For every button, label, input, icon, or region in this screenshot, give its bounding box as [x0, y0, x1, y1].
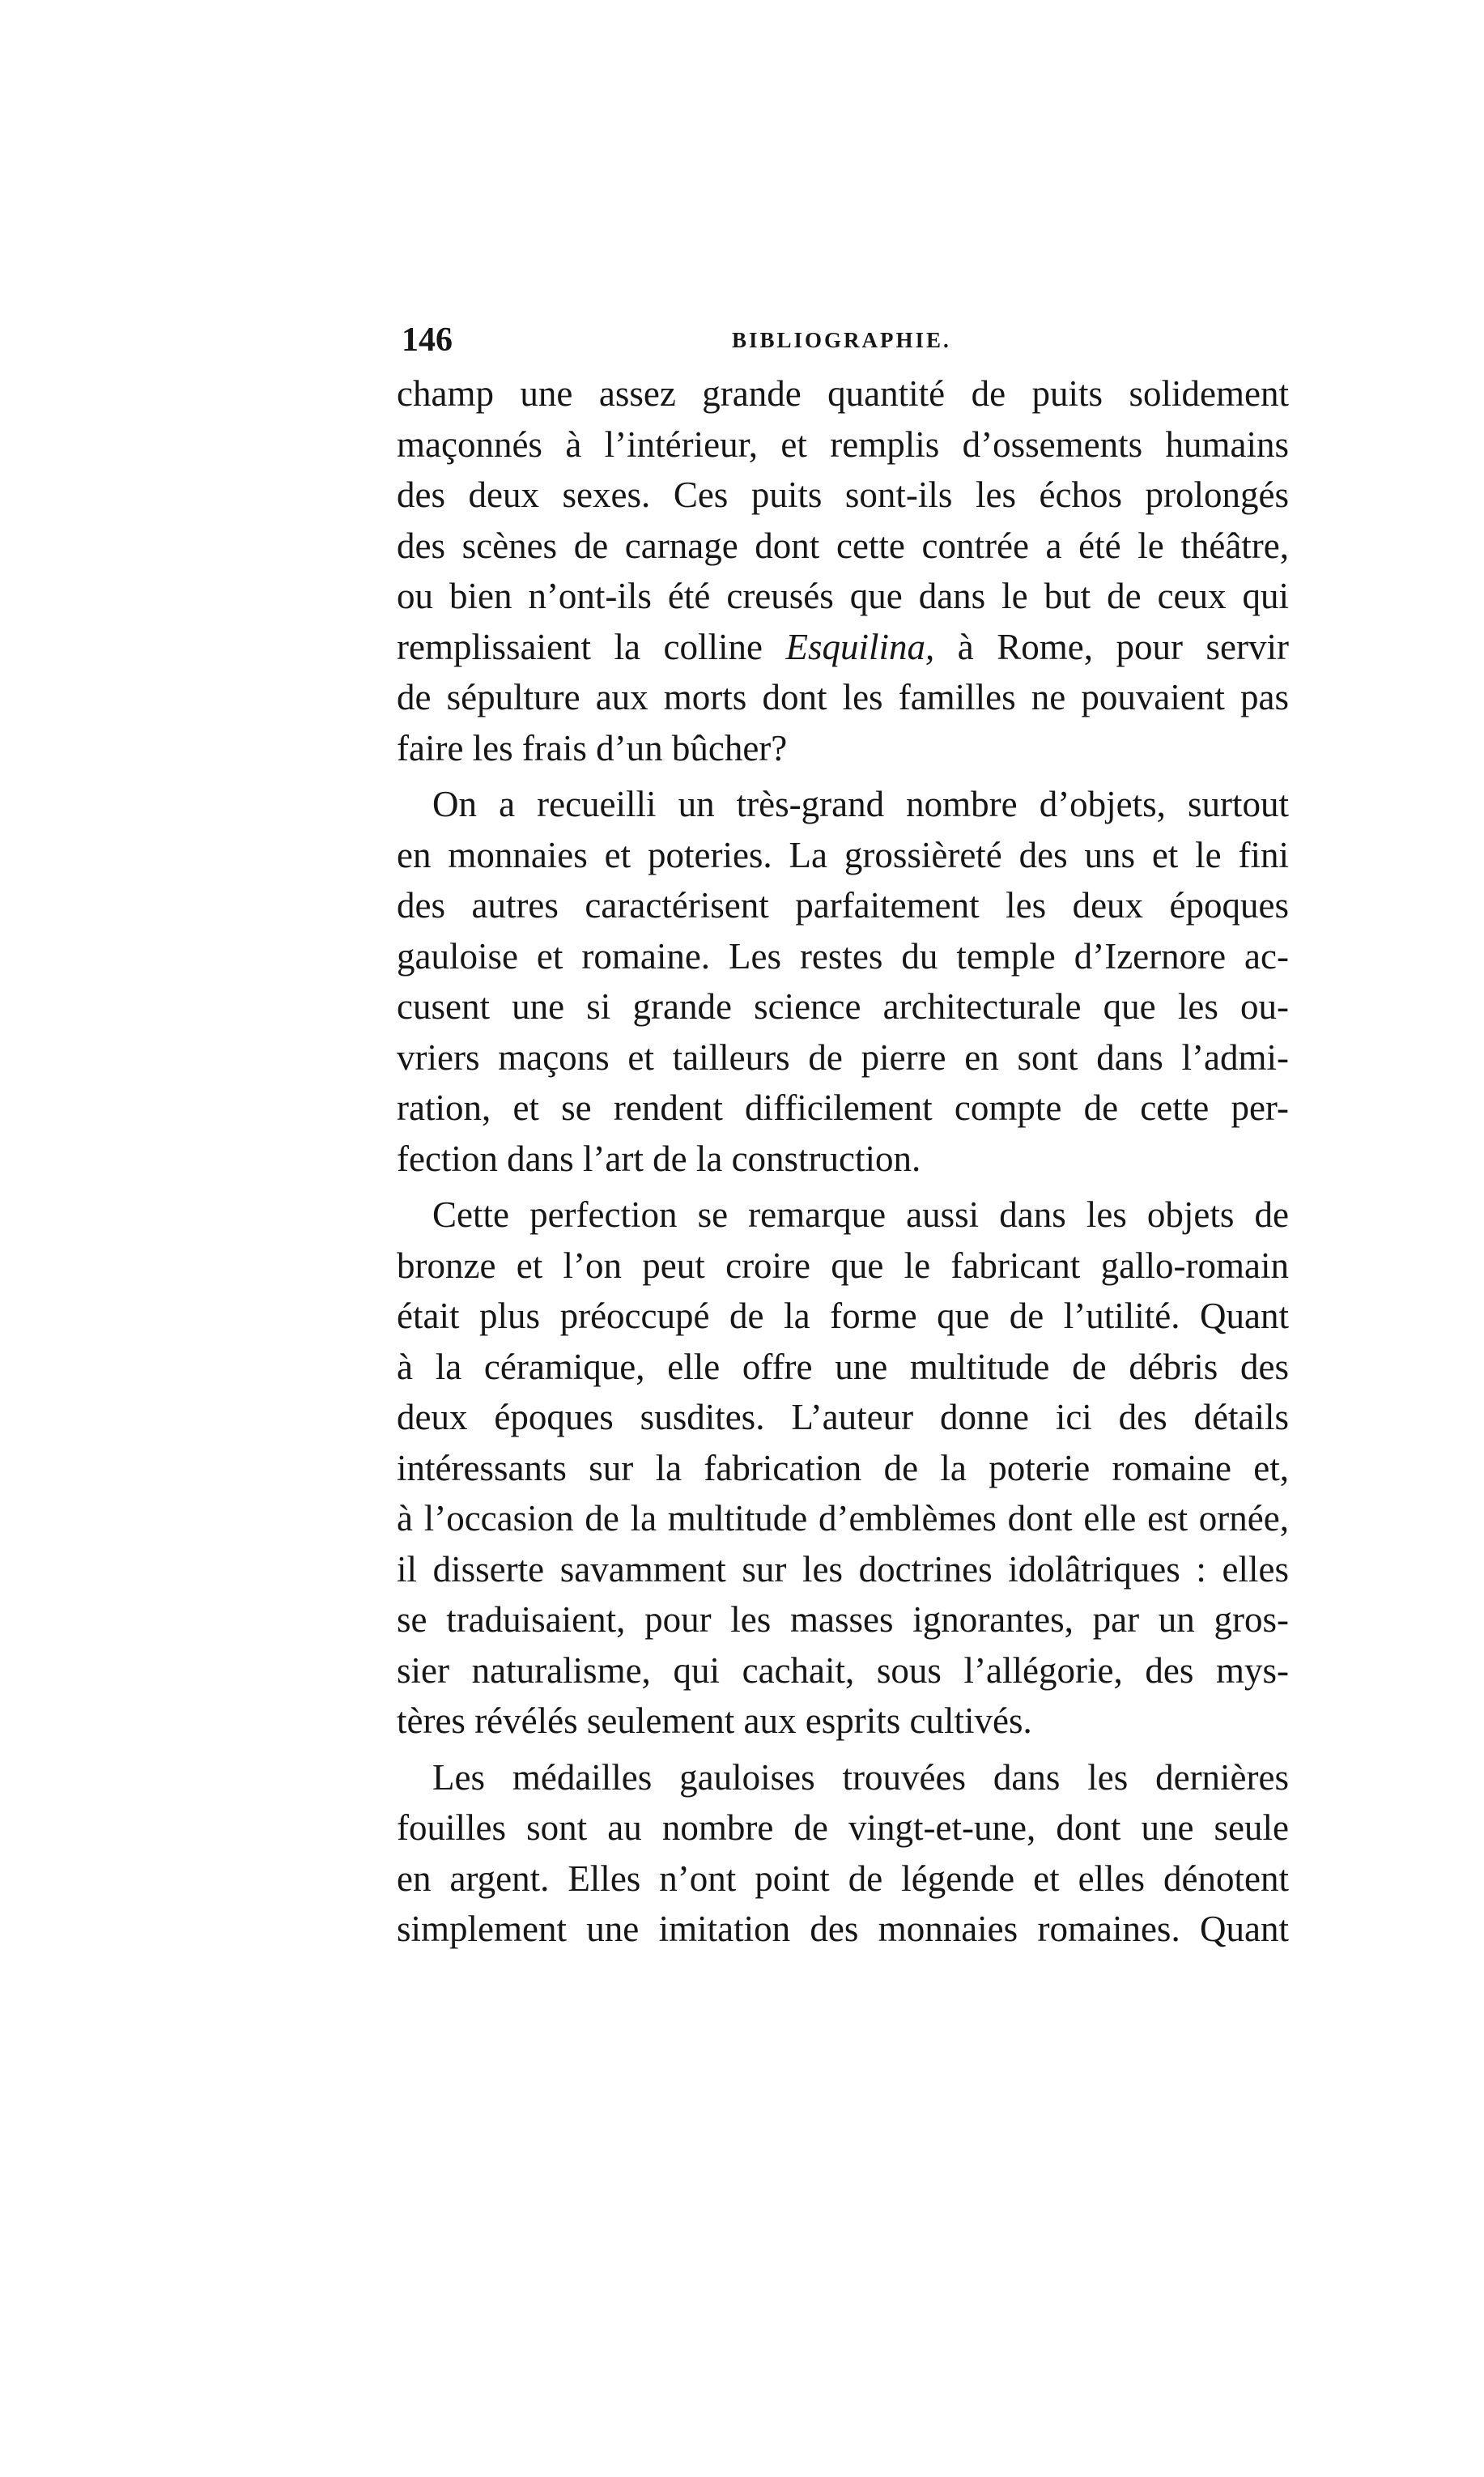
text-line: deux époques susdites. L’auteur donne ici des détails [397, 1397, 1289, 1437]
text-line: cusent une si grande science architecturale que les ou- [397, 986, 1289, 1027]
text-line: de sépulture aux morts dont les familles ne pouvaient pas [397, 677, 1289, 717]
text-line: bronze et l’on peut croire que le fabricant gallo-romain [397, 1245, 1289, 1286]
running-title: BIBLIOGRAPHIE. [732, 328, 951, 352]
text-line: en monnaies et poteries. La grossièreté des uns et le fini [397, 834, 1289, 875]
text-line: Les médailles gauloises trouvées dans les dernières [432, 1756, 1289, 1798]
text-line: ou bien n’ont-ils été creusés que dans le but de ceux qui [397, 576, 1289, 616]
italic-word: Esquilina, [785, 626, 935, 667]
paragraph [397, 1190, 1289, 1747]
text-line: gauloise et romaine. Les restes du temple d’Izernore ac- [397, 935, 1289, 977]
text-line: ration, et se rendent difficilement compte de cette per- [397, 1087, 1289, 1128]
text-line [397, 622, 1289, 673]
text-line: à la céramique, elle offre une multitude de débris des [397, 1346, 1289, 1387]
paragraph [397, 368, 1289, 773]
text-line: se traduisaient, pour les masses ignorantes, par un gros- [397, 1599, 1289, 1640]
text-line: Cette perfection se remarque aussi dans les objets de [432, 1194, 1289, 1235]
text-line: était plus préoccupé de la forme que de l’utilité. Quant [397, 1296, 1289, 1336]
text-line: il disserte savamment sur les doctrines idolâtriques : elles [397, 1548, 1289, 1590]
text-fragment: à Rome, pour servir [934, 626, 1289, 667]
text-line: en argent. Elles n’ont point de légende et elles dénotent [397, 1858, 1289, 1899]
paragraph-gap [397, 1184, 1289, 1190]
page-number: 146 [402, 321, 453, 359]
text-line: fouilles sont au nombre de vingt-et-une, dont une seule [397, 1807, 1289, 1848]
body-text [397, 368, 1289, 1955]
page-header [397, 312, 1289, 368]
text-line: des scènes de carnage dont cette contrée a été le théâtre, [397, 525, 1289, 566]
text-line: simplement une imitation des monnaies romaines. Quant [397, 1909, 1289, 1949]
paragraph [397, 779, 1289, 1184]
text-line: tères révélés seulement aux esprits cultivés. [397, 1700, 1032, 1741]
paragraph-gap [397, 773, 1289, 779]
text-line: fection dans l’art de la construction. [397, 1138, 921, 1179]
text-line: intéressants sur la fabrication de la poterie romaine et, [397, 1447, 1289, 1488]
text-line: des deux sexes. Ces puits sont-ils les échos prolongés [397, 475, 1289, 515]
text-line: maçonnés à l’intérieur, et remplis d’ossements humains [397, 423, 1289, 465]
paragraph-gap [397, 1747, 1289, 1752]
text-fragment: remplissaient la colline [397, 626, 786, 667]
text-line: sier naturalisme, qui cachait, sous l’allégorie, des mys- [397, 1649, 1289, 1691]
text-line: On a recueilli un très-grand nombre d’objets, surtout [432, 784, 1289, 824]
text-line: champ une assez grande quantité de puits solidement [397, 373, 1289, 414]
paragraph [397, 1752, 1289, 1955]
text-line: à l’occasion de la multitude d’emblèmes dont elle est ornée, [397, 1498, 1289, 1539]
text-line: faire les frais d’un bûcher? [397, 727, 788, 768]
text-line: vriers maçons et tailleurs de pierre en sont dans l’admi- [397, 1036, 1289, 1078]
text-line: des autres caractérisent parfaitement les deux époques [397, 885, 1289, 926]
